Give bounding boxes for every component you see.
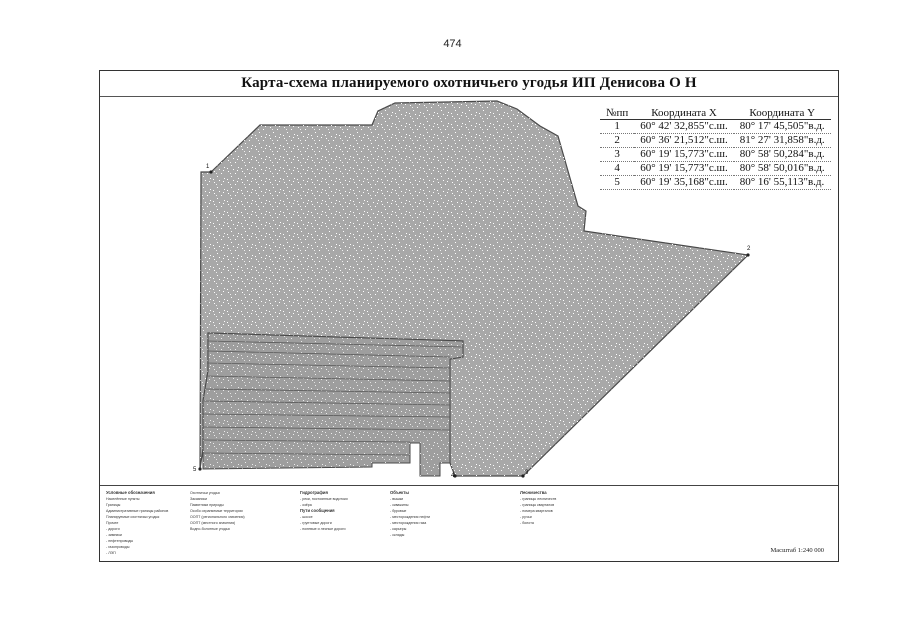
legend-item: - склады xyxy=(390,533,405,537)
page-number: 474 xyxy=(443,38,462,50)
row-number: 4 xyxy=(600,162,634,176)
header-number: №пп xyxy=(600,107,634,120)
legend-item: - границы лесничеств xyxy=(520,497,557,501)
legend-item: - газопроводы xyxy=(106,545,130,549)
header-x: Координата X xyxy=(634,107,733,120)
row-x: 60° 19' 35,168"с.ш. xyxy=(634,176,733,190)
row-number: 1 xyxy=(600,120,634,134)
table-row xyxy=(600,120,831,134)
row-y: 80° 17' 45,505"в.д. xyxy=(734,120,831,134)
legend-item: Гидрография xyxy=(300,490,328,495)
legend-item: - буровые xyxy=(390,509,407,513)
vertex-label-1: 1 xyxy=(206,164,210,170)
coordinates-table xyxy=(600,107,831,190)
legend-item: Заказники xyxy=(190,497,207,501)
legend-item: - шоссе xyxy=(300,515,313,519)
row-number: 5 xyxy=(600,176,634,190)
row-y: 81° 27' 31,858"в.д. xyxy=(734,134,831,148)
coordinates-header-row xyxy=(600,107,831,120)
legend-item: Административные границы районов xyxy=(106,509,169,513)
legend-item: - реки, постоянные водотоки xyxy=(300,497,348,501)
row-y: 80° 58' 50,284"в.д. xyxy=(734,148,831,162)
legend-item: - карьеры xyxy=(390,527,407,531)
legend-item: - грунтовые дороги xyxy=(300,521,332,525)
map-scale: Масштаб 1:240 000 xyxy=(770,547,824,554)
row-number: 3 xyxy=(600,148,634,162)
legend-item: - границы кварталов xyxy=(520,503,555,507)
legend-item: - номера кварталов xyxy=(520,509,553,513)
map-legend xyxy=(100,485,838,561)
legend-item: - дороги xyxy=(106,527,120,531)
legend-column-4 xyxy=(390,490,510,538)
legend-item: - месторождения газа xyxy=(390,521,427,525)
header-y: Координата Y xyxy=(734,107,831,120)
legend-item: - ручьи xyxy=(520,515,532,519)
table-row xyxy=(600,176,831,190)
legend-item: Планируемые охотничьи угодья xyxy=(106,515,160,519)
vertex-label-4: 4 xyxy=(451,473,455,479)
vertex-label-5: 5 xyxy=(193,467,197,473)
row-x: 60° 19' 15,773"с.ш. xyxy=(634,148,733,162)
legend-column-2 xyxy=(190,490,290,532)
legend-item: - ЛЭП xyxy=(106,551,116,555)
legend-item: - вышки xyxy=(390,497,404,501)
legend-column-1 xyxy=(106,490,176,556)
table-row xyxy=(600,162,831,176)
legend-item: Памятники природы xyxy=(190,503,224,507)
row-x: 60° 19' 15,773"с.ш. xyxy=(634,162,733,176)
legend-item: Населённые пункты xyxy=(106,497,140,501)
legend-item: ООПТ (местного значения) xyxy=(190,521,236,525)
legend-item: ООПТ (регионального значения) xyxy=(190,515,245,519)
legend-column-5 xyxy=(520,490,720,526)
legend-item: Водно-болотные угодья xyxy=(190,527,230,531)
legend-item: Границы xyxy=(106,503,121,507)
map-frame xyxy=(99,70,839,562)
row-x: 60° 42' 32,855"с.ш. xyxy=(634,120,733,134)
legend-column-3 xyxy=(300,490,380,532)
map-title: Карта-схема планируемого охотничьего угодья ИП Денисова О Н xyxy=(241,75,697,91)
vertex-label-2: 2 xyxy=(747,246,751,252)
row-number: 2 xyxy=(600,134,634,148)
legend-item: Охотничьи угодья xyxy=(190,491,220,495)
legend-item: - скважины xyxy=(390,503,409,507)
legend-item: Лесничества xyxy=(520,490,547,495)
legend-title: Условные обозначения xyxy=(106,490,155,495)
row-x: 60° 36' 21,512"с.ш. xyxy=(634,134,733,148)
legend-item: - озёра xyxy=(300,503,312,507)
legend-item: - месторождения нефти xyxy=(390,515,430,519)
row-y: 80° 16' 55,113"в.д. xyxy=(734,176,831,190)
table-row xyxy=(600,134,831,148)
legend-item: - зимники xyxy=(106,533,122,537)
legend-item: Особо охраняемые территории xyxy=(190,509,243,513)
vertex-label-3: 3 xyxy=(525,470,529,476)
table-row xyxy=(600,148,831,162)
legend-item: Пути сообщения xyxy=(300,508,335,513)
legend-item: - нефтепроводы xyxy=(106,539,134,543)
legend-item: - болота xyxy=(520,521,534,525)
legend-item: Прочее xyxy=(106,521,119,525)
legend-item: Объекты xyxy=(390,490,409,495)
row-y: 80° 58' 50,016"в.д. xyxy=(734,162,831,176)
legend-item: - полевые и лесные дороги xyxy=(300,527,346,531)
